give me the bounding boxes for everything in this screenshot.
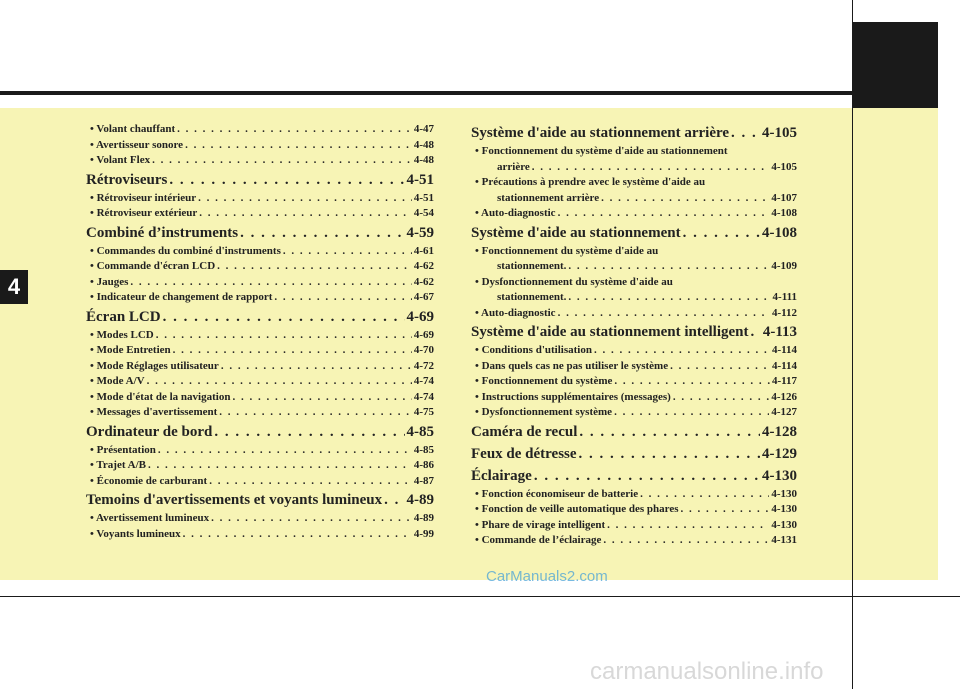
dot-leader bbox=[214, 421, 404, 443]
toc-page-number: 4-130 bbox=[771, 503, 797, 515]
toc-entry-title: • Présentation bbox=[90, 443, 156, 456]
toc-entry[interactable] bbox=[86, 343, 434, 359]
chapter-tab: 4 bbox=[0, 270, 28, 304]
dot-leader bbox=[601, 191, 769, 207]
toc-page-number: 4-108 bbox=[762, 224, 797, 241]
dot-leader bbox=[177, 122, 412, 138]
toc-page-number: 4-48 bbox=[413, 154, 434, 166]
toc-entry-title: stationnement. bbox=[497, 260, 567, 272]
toc-entry-title: • Avertisseur sonore bbox=[90, 138, 184, 151]
toc-entry[interactable] bbox=[86, 390, 434, 406]
dot-leader bbox=[670, 359, 770, 375]
toc-entry[interactable] bbox=[86, 474, 434, 490]
toc-page-number: 4-85 bbox=[406, 423, 434, 440]
toc-page-number: 4-130 bbox=[771, 518, 797, 531]
toc-entry[interactable] bbox=[471, 160, 797, 176]
toc-page-number: 4-74 bbox=[413, 390, 434, 403]
dot-leader bbox=[614, 374, 770, 390]
toc-entry-title: Système d'aide au stationnement intelligent bbox=[471, 324, 749, 340]
toc-entry-title: • Mode A/V bbox=[90, 375, 145, 387]
toc-section[interactable] bbox=[86, 421, 434, 443]
dot-leader bbox=[558, 306, 770, 322]
toc-entry[interactable] bbox=[86, 275, 434, 291]
dot-leader bbox=[594, 343, 770, 359]
toc-page-number: 4-129 bbox=[762, 445, 797, 462]
toc-entry[interactable] bbox=[86, 244, 434, 260]
toc-entry-title: • Messages d'avertissement bbox=[90, 406, 218, 418]
toc-page-number: 4-107 bbox=[771, 191, 797, 204]
bottom-rule bbox=[0, 596, 960, 597]
dot-leader bbox=[217, 259, 412, 275]
toc-entry[interactable] bbox=[471, 306, 797, 322]
dot-leader bbox=[568, 290, 770, 306]
toc-page-number: 4-117 bbox=[771, 375, 797, 387]
toc-page-number: 4-86 bbox=[413, 459, 434, 471]
toc-page-number: 4-62 bbox=[413, 260, 434, 272]
dot-leader bbox=[568, 259, 769, 275]
toc-entry[interactable] bbox=[86, 443, 434, 459]
toc-entry-title: • Modes LCD bbox=[90, 328, 154, 341]
toc-entry[interactable] bbox=[471, 191, 797, 207]
toc-entry[interactable] bbox=[471, 405, 797, 421]
toc-entry-title: Système d'aide au stationnement bbox=[471, 224, 681, 241]
toc-page-number: 4-62 bbox=[413, 275, 434, 288]
toc-entry[interactable] bbox=[86, 511, 434, 527]
dot-leader bbox=[163, 306, 405, 328]
toc-entry-title: • Volant Flex bbox=[90, 154, 151, 166]
dot-leader bbox=[173, 343, 412, 359]
toc-entry-title: • Volant chauffant bbox=[90, 123, 176, 135]
footer-watermark: carmanualsonline.info bbox=[590, 658, 824, 685]
toc-page-number: 4-69 bbox=[413, 328, 434, 341]
dot-leader bbox=[532, 160, 770, 176]
dot-leader bbox=[185, 138, 412, 154]
toc-entry-title: • Fonction économiseur de batterie bbox=[475, 487, 639, 500]
toc-entry[interactable] bbox=[86, 458, 434, 474]
dot-leader bbox=[147, 374, 412, 390]
toc-section[interactable] bbox=[471, 321, 797, 343]
toc-page-number: 4-54 bbox=[413, 207, 434, 219]
dot-leader bbox=[614, 405, 769, 421]
toc-entry-title: • Mode d'état de la navigation bbox=[90, 390, 231, 403]
dot-leader bbox=[603, 533, 769, 549]
dot-leader bbox=[169, 169, 404, 191]
toc-entry[interactable] bbox=[471, 290, 797, 306]
toc-entry-title: • Phare de virage intelligent bbox=[475, 518, 606, 531]
dot-leader bbox=[158, 443, 412, 459]
dot-leader bbox=[683, 222, 760, 244]
toc-entry[interactable] bbox=[86, 527, 434, 543]
toc-entry-title: • Dans quels cas ne pas utiliser le système bbox=[475, 359, 669, 372]
toc-entry-title: • Auto-diagnostic bbox=[475, 306, 556, 319]
toc-entry-title: • Économie de carburant bbox=[90, 474, 208, 487]
toc-entry[interactable] bbox=[471, 343, 797, 359]
top-rule bbox=[0, 91, 852, 95]
toc-entry[interactable] bbox=[86, 191, 434, 207]
toc-section[interactable] bbox=[471, 122, 797, 144]
dot-leader bbox=[183, 527, 412, 543]
toc-entry-title: stationnement arrière bbox=[497, 191, 600, 204]
toc-entry-title: Éclairage bbox=[471, 467, 532, 484]
toc-page-number: 4-75 bbox=[413, 406, 434, 418]
toc-entry[interactable] bbox=[471, 359, 797, 375]
toc-page-number: 4-105 bbox=[771, 160, 797, 173]
toc-page-number: 4-72 bbox=[413, 359, 434, 372]
toc-entry-title: stationnement. bbox=[497, 291, 567, 303]
toc-page-number: 4-51 bbox=[406, 171, 434, 188]
toc-page-number: 4-51 bbox=[413, 191, 434, 204]
toc-page-number: 4-130 bbox=[762, 467, 797, 484]
toc-entry-text[interactable]: • Fonctionnement du système d'aide au bbox=[475, 244, 659, 257]
toc-entry-title: Temoins d'avertissements et voyants lumineux bbox=[86, 492, 383, 508]
toc-page-number: 4-111 bbox=[772, 291, 797, 303]
toc-entry[interactable] bbox=[471, 390, 797, 406]
toc-entry[interactable] bbox=[86, 405, 434, 421]
toc-entry-title: • Jauges bbox=[90, 275, 129, 288]
toc-entry-title: • Commande de l’éclairage bbox=[475, 534, 602, 546]
toc-page-number: 4-126 bbox=[771, 390, 797, 403]
toc-entry-title: • Mode Réglages utilisateur bbox=[90, 359, 219, 372]
toc-entry-title: • Conditions d'utilisation bbox=[475, 344, 592, 356]
toc-entry[interactable] bbox=[86, 328, 434, 344]
toc-entry[interactable] bbox=[471, 487, 797, 503]
toc-entry[interactable] bbox=[471, 518, 797, 534]
toc-entry-title: • Fonctionnement du système bbox=[475, 375, 613, 387]
dot-leader bbox=[731, 122, 760, 144]
toc-entry-text[interactable]: • Dysfonctionnement du système d'aide au bbox=[475, 275, 673, 288]
toc-entry-title: Système d'aide au stationnement arrière bbox=[471, 125, 730, 141]
toc-page-number: 4-87 bbox=[413, 474, 434, 487]
dot-leader bbox=[198, 191, 412, 207]
toc-page-number: 4-131 bbox=[771, 534, 797, 546]
corner-block bbox=[852, 22, 938, 108]
toc-page-number: 4-59 bbox=[406, 224, 434, 241]
toc-entry-title: • Instructions supplémentaires (messages) bbox=[475, 390, 671, 403]
toc-entry-title: • Fonction de veille automatique des phares bbox=[475, 503, 679, 515]
toc-entry-title: • Trajet A/B bbox=[90, 459, 146, 471]
toc-entry-title: Caméra de recul bbox=[471, 423, 578, 440]
toc-entry[interactable] bbox=[471, 259, 797, 275]
toc-page-number: 4-89 bbox=[413, 512, 434, 524]
toc-page-number: 4-89 bbox=[406, 492, 434, 508]
toc-entry[interactable] bbox=[471, 533, 797, 549]
toc-page-number: 4-48 bbox=[413, 138, 434, 151]
toc-page-number: 4-114 bbox=[771, 359, 797, 372]
toc-page-number: 4-113 bbox=[762, 324, 797, 340]
toc-entry[interactable] bbox=[86, 153, 434, 169]
toc-page-number: 4-47 bbox=[413, 123, 434, 135]
toc-entry[interactable] bbox=[86, 138, 434, 154]
toc-section[interactable] bbox=[86, 489, 434, 511]
dot-leader bbox=[751, 321, 761, 343]
toc-entry-title: • Indicateur de changement de rapport bbox=[90, 291, 273, 303]
toc-entry[interactable] bbox=[471, 206, 797, 222]
dot-leader bbox=[156, 328, 412, 344]
toc-entry[interactable] bbox=[86, 359, 434, 375]
dot-leader bbox=[534, 465, 760, 487]
toc-entry[interactable] bbox=[471, 502, 797, 518]
dot-leader bbox=[558, 206, 770, 222]
dot-leader bbox=[579, 443, 760, 465]
toc-page-number: 4-108 bbox=[771, 207, 797, 219]
toc-entry-title: • Auto-diagnostic bbox=[475, 207, 556, 219]
toc-section[interactable] bbox=[471, 222, 797, 244]
toc-entry[interactable] bbox=[86, 122, 434, 138]
toc-entry-title: • Voyants lumineux bbox=[90, 527, 181, 540]
dot-leader bbox=[384, 489, 404, 511]
toc-page-number: 4-109 bbox=[771, 260, 797, 272]
toc-page-number: 4-128 bbox=[762, 423, 797, 440]
dot-leader bbox=[221, 359, 412, 375]
dot-leader bbox=[209, 474, 412, 490]
toc-entry-title: • Dysfonctionnement système bbox=[475, 406, 613, 418]
toc-page-number: 4-99 bbox=[413, 527, 434, 540]
toc-entry-title: • Avertissement lumineux bbox=[90, 512, 210, 524]
dot-leader bbox=[673, 390, 769, 406]
toc-entry-title: • Commande d'écran LCD bbox=[90, 260, 216, 272]
toc-page-number: 4-127 bbox=[771, 406, 797, 418]
toc-entry-title: Feux de détresse bbox=[471, 445, 577, 462]
toc-section[interactable] bbox=[86, 306, 434, 328]
toc-section[interactable] bbox=[86, 169, 434, 191]
toc-entry[interactable] bbox=[86, 290, 434, 306]
dot-leader bbox=[130, 275, 411, 291]
toc-left-column bbox=[86, 122, 434, 542]
toc-section[interactable] bbox=[471, 421, 797, 443]
toc-page-number: 4-85 bbox=[413, 443, 434, 456]
toc-page-number: 4-69 bbox=[406, 308, 434, 325]
toc-entry-title: • Rétroviseur intérieur bbox=[90, 191, 197, 204]
toc-entry-title: Rétroviseurs bbox=[86, 171, 168, 188]
dot-leader bbox=[152, 153, 412, 169]
dot-leader bbox=[274, 290, 411, 306]
toc-entry[interactable] bbox=[86, 259, 434, 275]
toc-right-column bbox=[471, 122, 797, 549]
toc-page-number: 4-112 bbox=[771, 306, 797, 319]
toc-page-number: 4-74 bbox=[413, 375, 434, 387]
dot-leader bbox=[232, 390, 411, 406]
dot-leader bbox=[211, 511, 412, 527]
toc-section[interactable] bbox=[471, 465, 797, 487]
toc-entry-title: arrière bbox=[497, 160, 530, 173]
dot-leader bbox=[199, 206, 412, 222]
toc-page-number: 4-130 bbox=[771, 487, 797, 500]
toc-entry-title: • Commandes du combiné d'instruments bbox=[90, 244, 281, 257]
watermark: CarManuals2.com bbox=[486, 568, 608, 585]
toc-entry-title: Ordinateur de bord bbox=[86, 423, 213, 440]
dot-leader bbox=[148, 458, 412, 474]
toc-page-number: 4-67 bbox=[413, 291, 434, 303]
dot-leader bbox=[240, 222, 404, 244]
dot-leader bbox=[680, 502, 769, 518]
dot-leader bbox=[219, 405, 412, 421]
toc-entry[interactable] bbox=[86, 374, 434, 390]
toc-page-number: 4-61 bbox=[413, 244, 434, 257]
dot-leader bbox=[607, 518, 769, 534]
toc-page-number: 4-70 bbox=[413, 344, 434, 356]
toc-entry-title: Combiné d’instruments bbox=[86, 224, 239, 241]
toc-section[interactable] bbox=[471, 443, 797, 465]
toc-page-number: 4-114 bbox=[771, 344, 797, 356]
toc-entry-title: Écran LCD bbox=[86, 308, 161, 325]
dot-leader bbox=[640, 487, 769, 503]
toc-entry-text[interactable]: • Fonctionnement du système d'aide au stationnement bbox=[475, 145, 728, 157]
toc-entry-title: • Mode Entretien bbox=[90, 344, 171, 356]
toc-entry-title: • Rétroviseur extérieur bbox=[90, 207, 198, 219]
toc-entry[interactable] bbox=[86, 206, 434, 222]
toc-entry-text[interactable]: • Précautions à prendre avec le système d'aide au bbox=[475, 176, 706, 188]
toc-entry[interactable] bbox=[471, 374, 797, 390]
dot-leader bbox=[283, 244, 412, 260]
toc-section[interactable] bbox=[86, 222, 434, 244]
dot-leader bbox=[579, 421, 760, 443]
toc-page-number: 4-105 bbox=[762, 125, 797, 141]
